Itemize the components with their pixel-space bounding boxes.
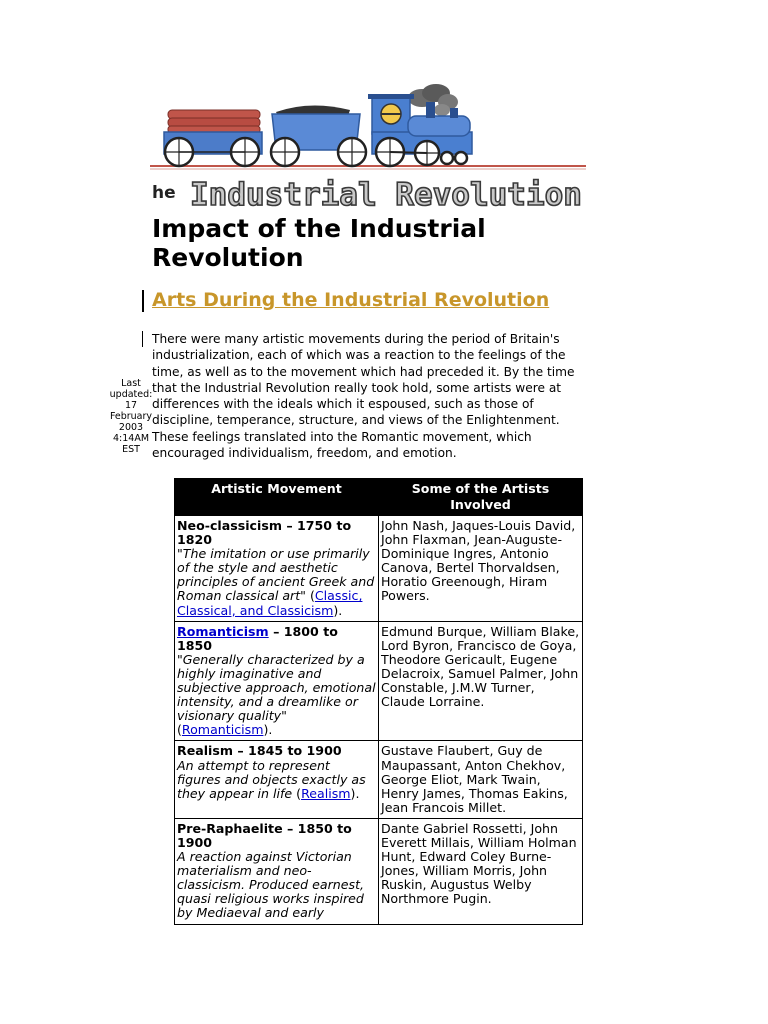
artists-cell: John Nash, Jaques-Louis David, John Flaxman, Jean-Auguste-Dominique Ingres, Antonio Canova, Bertel Thorvaldsen, Horatio Greenough, Hiram Powers. bbox=[379, 516, 583, 622]
movement-desc: "The imitation or use primarily of the style and aesthetic principles of ancient Greek and Roman classical art" bbox=[177, 546, 375, 604]
movement-title: Neo-classicism – 1750 to 1820 bbox=[177, 518, 352, 548]
table-row bbox=[175, 818, 583, 924]
table-row bbox=[175, 741, 583, 818]
last-updated: Last updated: 17 February 2003 4:14AM EST bbox=[109, 378, 153, 455]
table-row bbox=[175, 621, 583, 741]
source-link[interactable]: Romanticism bbox=[181, 722, 264, 738]
arts-table bbox=[174, 478, 583, 925]
banner-prefix: he bbox=[152, 183, 176, 203]
artists-cell: Edmund Burque, William Blake, Lord Byron, Francisco de Goya, Theodore Gericault, Eugene Delacroix, Samuel Palmer, John Constable, J.M.W Turner, Claude Lorraine. bbox=[379, 621, 583, 741]
movement-desc: "Generally characterized by a highly imaginative and subjective approach, emotional intensity, and a dreamlike or visionary quality" bbox=[177, 651, 376, 724]
movement-cell: Romanticism – 1800 to 1850 "Generally characterized by a highly imaginative and subjective approach, emotional intensity, and a dreamlike or visionary quality" (Romanticism). bbox=[175, 621, 379, 741]
romanticism-title-link[interactable]: Romanticism bbox=[177, 623, 269, 639]
movement-cell: Realism – 1845 to 1900 An attempt to represent figures and objects exactly as they appear in life (Realism). bbox=[175, 741, 379, 818]
header-artists: Some of the Artists Involved bbox=[379, 479, 583, 516]
header-movement: Artistic Movement bbox=[175, 479, 379, 516]
table-header-row bbox=[175, 479, 583, 516]
movement-cell bbox=[175, 818, 379, 924]
movement-desc: An attempt to represent figures and objects exactly as they appear in life bbox=[177, 757, 366, 801]
movement-desc: A reaction against Victorian materialism and neo-classicism. Produced earnest, quasi religious works inspired by Mediaeval and early bbox=[177, 849, 365, 921]
page-title: Impact of the Industrial Revolution bbox=[152, 214, 486, 272]
movement-cell: Neo-classicism – 1750 to 1820 "The imitation or use primarily of the style and aesthetic principles of ancient Greek and Roman classical art" (Classic, Classical, and Classicism). bbox=[175, 516, 379, 622]
movement-title: Pre-Raphaelite – 1850 to 1900 bbox=[177, 820, 352, 850]
source-link[interactable]: Classic, Classical, and Classicism bbox=[177, 588, 363, 618]
intro-paragraph: There were many artistic movements during the period of Britain's industrialization, each of which was a reaction to the feelings of the time, as well as to the movement which had preceded it. By the time that the Industrial Revolution really took hold, some artists were at differences with the ideals which it espoused, such as those of discipline, temperance, structure, and views of the Enlightenment. These feelings translated into the Romantic movement, which encouraged individualism, freedom, and emotion. bbox=[152, 332, 575, 461]
table-row bbox=[175, 516, 583, 622]
logs-icon bbox=[168, 110, 260, 133]
artists-cell: Dante Gabriel Rossetti, John Everett Millais, William Holman Hunt, Edward Coley Burne- Jones, William Morris, John Ruskin, Augustus Welby Northmore Pugin. bbox=[379, 818, 583, 924]
banner-title: Industrial Revolution bbox=[190, 177, 582, 213]
section-title-link[interactable]: Arts During the Industrial Revolution bbox=[152, 289, 550, 311]
artists-cell: Gustave Flaubert, Guy de Maupassant, Anton Chekhov, George Eliot, Mark Twain, Henry James, Thomas Eakins, Jean Francois Millet. bbox=[379, 741, 583, 818]
vertical-bar bbox=[142, 290, 144, 312]
source-link[interactable]: Realism bbox=[301, 785, 351, 801]
movement-title: – 1800 to 1850 bbox=[177, 623, 338, 653]
vertical-bar bbox=[142, 331, 143, 347]
movement-title: Realism – 1845 to 1900 bbox=[177, 743, 342, 759]
